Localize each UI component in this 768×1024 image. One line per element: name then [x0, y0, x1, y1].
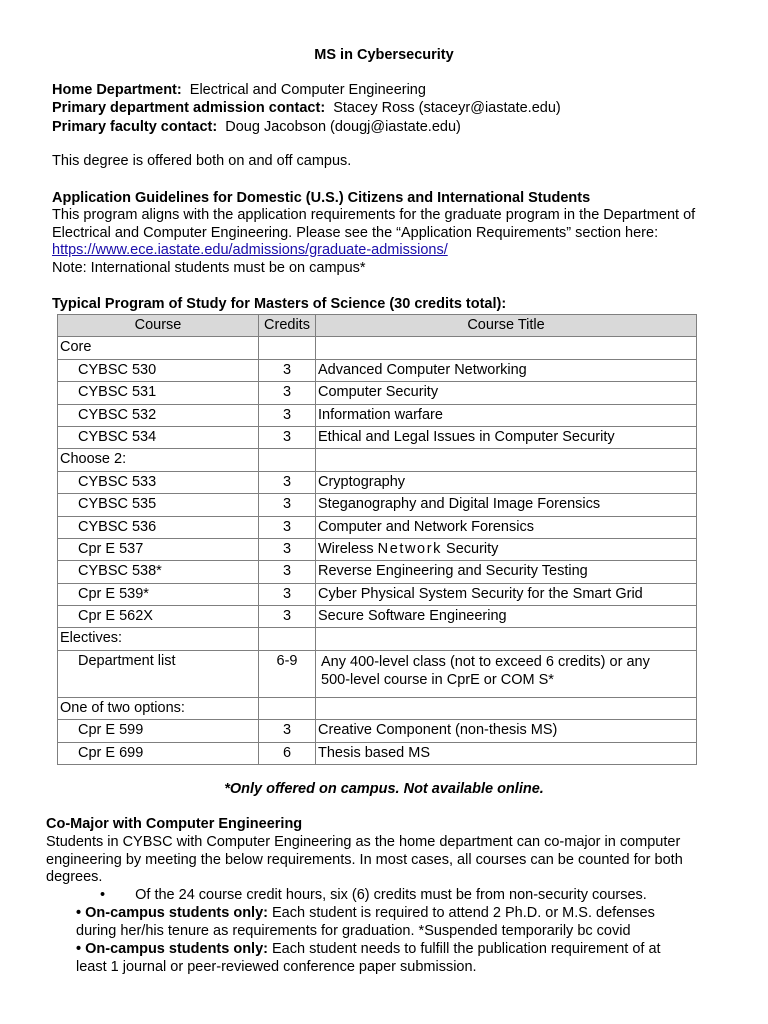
- course-code: CYBSC 535: [58, 494, 259, 516]
- course-title-part: Security: [442, 540, 499, 557]
- admissions-link[interactable]: https://www.ece.iastate.edu/admissions/graduate-admissions/: [52, 242, 448, 258]
- course-credits: 3: [259, 583, 316, 605]
- course-code: CYBSC 536: [58, 516, 259, 538]
- table-row: [58, 471, 697, 493]
- header-course: Course: [58, 315, 259, 337]
- course-code: Cpr E 599: [58, 720, 259, 742]
- bullet-3-continued: least 1 journal or peer-reviewed conference paper submission.: [76, 959, 477, 975]
- course-credits: 3: [259, 494, 316, 516]
- table-row: [58, 404, 697, 426]
- table-row: [58, 650, 697, 697]
- program-heading: Typical Program of Study for Masters of Science (30 credits total):: [52, 296, 507, 312]
- table-row: [58, 720, 697, 742]
- home-department-label: Home Department:: [52, 82, 182, 98]
- course-title: Thesis based MS: [316, 742, 697, 764]
- table-row: [58, 606, 697, 628]
- section-label: Choose 2:: [58, 449, 259, 471]
- course-code: CYBSC 532: [58, 404, 259, 426]
- table-row: [58, 382, 697, 404]
- bullet-2-text-1: Each student is required to attend 2 Ph.D. or M.S. defenses: [267, 905, 655, 921]
- course-title: Cryptography: [316, 471, 697, 493]
- table-header-row: [58, 315, 697, 337]
- course-title: Computer and Network Forensics: [316, 516, 697, 538]
- course-title: Ethical and Legal Issues in Computer Security: [316, 426, 697, 448]
- guidelines-line-1: This program aligns with the application requirements for the graduate program in the Department of: [52, 207, 696, 223]
- comajor-line-2: engineering by meeting the below requirements. In most cases, all courses can be counted for both: [46, 852, 683, 868]
- comajor-heading: Co-Major with Computer Engineering: [46, 816, 303, 832]
- course-code: Cpr E 537: [58, 538, 259, 560]
- course-code: CYBSC 534: [58, 426, 259, 448]
- course-title: Advanced Computer Networking: [316, 359, 697, 381]
- bullet-2-lead: • On-campus students only:: [76, 905, 268, 921]
- course-credits: 3: [259, 471, 316, 493]
- course-title: Cyber Physical System Security for the Smart Grid: [316, 583, 697, 605]
- course-title: Creative Component (non-thesis MS): [316, 720, 697, 742]
- course-code: Department list: [58, 650, 259, 697]
- course-title: Steganography and Digital Image Forensics: [316, 494, 697, 516]
- course-credits: 3: [259, 359, 316, 381]
- table-footnote: *Only offered on campus. Not available online.: [224, 781, 544, 797]
- header-credits: Credits: [259, 315, 316, 337]
- course-code: CYBSC 530: [58, 359, 259, 381]
- course-code: CYBSC 538*: [58, 561, 259, 583]
- section-row-choose: [58, 449, 697, 471]
- table-row: [58, 561, 697, 583]
- course-title-line: Any 400-level class (not to exceed 6 credits) or any: [321, 653, 650, 670]
- section-label: Core: [58, 337, 259, 359]
- table-row: [58, 538, 697, 560]
- course-title-part: Wireless: [318, 540, 378, 557]
- course-code: CYBSC 533: [58, 471, 259, 493]
- course-title: Computer Security: [316, 382, 697, 404]
- offered-text: This degree is offered both on and off campus.: [52, 153, 352, 169]
- bullet-3: [76, 941, 726, 959]
- comajor-line-3: degrees.: [46, 869, 103, 885]
- bullet-mark: •: [100, 887, 106, 903]
- home-department-value: Electrical and Computer Engineering: [189, 82, 426, 98]
- section-row-core: [58, 337, 697, 359]
- course-code: Cpr E 539*: [58, 583, 259, 605]
- table-row: [58, 494, 697, 516]
- bullet-2-continued: during her/his tenure as requirements for graduation. *Suspended temporarily bc covid: [76, 923, 631, 939]
- section-row-options: [58, 697, 697, 719]
- course-title: Reverse Engineering and Security Testing: [316, 561, 697, 583]
- course-code: Cpr E 562X: [58, 606, 259, 628]
- faculty-contact-label: Primary faculty contact:: [52, 119, 218, 135]
- bullet-3-text-1: Each student needs to fulfill the publication requirement of at: [267, 941, 661, 957]
- bullet-1-text: Of the 24 course credit hours, six (6) credits must be from non-security courses.: [135, 887, 647, 903]
- course-credits: 3: [259, 538, 316, 560]
- course-code: Cpr E 699: [58, 742, 259, 764]
- course-title-part: Network: [377, 540, 443, 557]
- comajor-line-1: Students in CYBSC with Computer Engineering as the home department can co-major in computer: [46, 834, 681, 850]
- guidelines-heading: Application Guidelines for Domestic (U.S.) Citizens and International Students: [52, 190, 591, 206]
- bullet-1: [100, 887, 750, 905]
- guidelines-line-2: Electrical and Computer Engineering. Please see the “Application Requirements” section here:: [52, 225, 659, 241]
- course-title: [316, 650, 697, 697]
- table-row: [58, 359, 697, 381]
- international-note: Note: International students must be on campus*: [52, 260, 366, 276]
- admission-contact-line: [52, 100, 561, 116]
- bullet-3-lead: • On-campus students only:: [76, 941, 268, 957]
- home-department-line: [52, 82, 426, 98]
- course-credits: 3: [259, 561, 316, 583]
- table-row: [58, 583, 697, 605]
- course-credits: 6: [259, 742, 316, 764]
- course-credits: 3: [259, 516, 316, 538]
- course-title-line: 500-level course in CprE or COM S*: [321, 671, 554, 688]
- course-credits: 3: [259, 426, 316, 448]
- admission-contact-value: Stacey Ross (staceyr@iastate.edu): [333, 100, 561, 116]
- course-credits: 3: [259, 382, 316, 404]
- page-title: MS in Cybersecurity: [314, 47, 454, 63]
- section-label: Electives:: [58, 628, 259, 650]
- table-row: [58, 516, 697, 538]
- course-code: CYBSC 531: [58, 382, 259, 404]
- bullet-2: [76, 905, 726, 923]
- table-row: [58, 426, 697, 448]
- course-credits: 3: [259, 720, 316, 742]
- course-title: Information warfare: [316, 404, 697, 426]
- section-label: One of two options:: [58, 697, 259, 719]
- admission-contact-label: Primary department admission contact:: [52, 100, 326, 116]
- program-table: [57, 314, 697, 765]
- header-course-title: Course Title: [316, 315, 697, 337]
- course-credits: 3: [259, 606, 316, 628]
- section-row-electives: [58, 628, 697, 650]
- course-title: Secure Software Engineering: [316, 606, 697, 628]
- course-title: [316, 538, 697, 560]
- faculty-contact-value: Doug Jacobson (dougj@iastate.edu): [225, 119, 461, 135]
- faculty-contact-line: [52, 119, 461, 135]
- table-row: [58, 742, 697, 764]
- course-credits: 3: [259, 404, 316, 426]
- course-credits: 6-9: [259, 650, 316, 697]
